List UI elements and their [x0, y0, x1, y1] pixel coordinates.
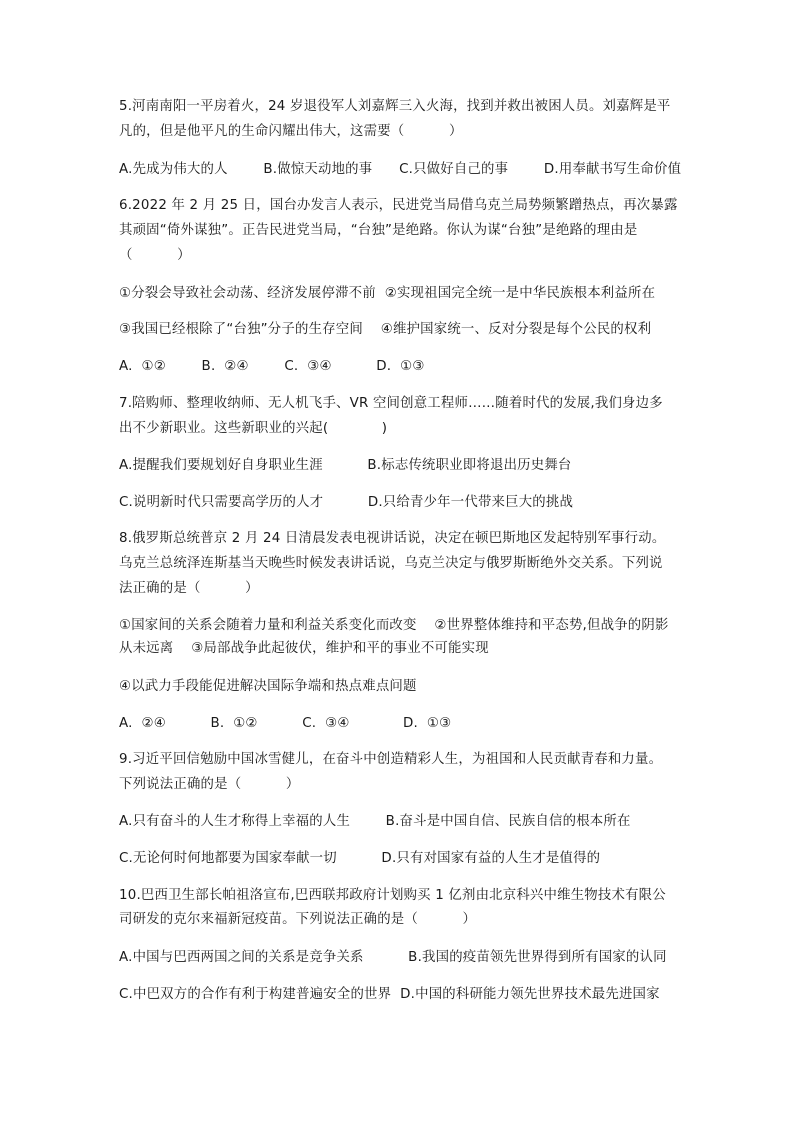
question-8-statement-4: ④以武力手段能促进解决国际争端和热点难点问题: [119, 679, 417, 694]
question-5-text-line-2: 凡的，但是他平凡的生命闪耀出伟大，这需要（ ）: [119, 124, 463, 139]
question-6-statement-3-4: ③我国已经根除了“台独”分子的生存空间 ④维护国家统一、反对分裂是每个公民的权利: [119, 322, 652, 337]
question-8-choices: A. ②④ B. ①② C. ③④ D. ①③: [119, 716, 452, 731]
question-9-options-ab: A.只有奋斗的人生才称得上幸福的人生 B.奋斗是中国自信、民族自信的根本所在: [119, 814, 631, 829]
question-6-text-line-1: 6.2022 年 2 月 25 日，国台办发言人表示，民进党当局借乌克兰局势频繁蹭热点，再次暴露: [119, 198, 678, 213]
question-10-text-line-1: 10.巴西卫生部长帕祖洛宣布,巴西联邦政府计划购买 1 亿剂由北京科兴中维生物技术有限公: [119, 888, 666, 903]
question-5-text-line-1: 5.河南南阳一平房着火，24 岁退役军人刘嘉辉三入火海，找到并救出被困人员。刘嘉辉是平: [119, 99, 671, 114]
question-6-choices: A. ①② B. ②④ C. ③④ D. ①③: [119, 359, 425, 374]
question-8-statement-line-2: 从未远离 ③局部战争此起彼伏，维护和平的事业不可能实现: [119, 641, 489, 656]
question-9-text-line-1: 9.习近平回信勉励中国冰雪健儿，在奋斗中创造精彩人生，为祖国和人民贡献青春和力量。: [119, 752, 663, 767]
question-6-statement-1-2: ①分裂会导致社会动荡、经济发展停滞不前 ②实现祖国完全统一是中华民族根本利益所在: [119, 286, 656, 301]
question-9-text-line-2: 下列说法正确的是（ ）: [119, 777, 300, 792]
question-5-options: A.先成为伟大的人 B.做惊天动地的事 C.只做好自己的事 D.用奉献书写生命价值: [119, 162, 682, 177]
question-8-statement-line-1: ①国家间的关系会随着力量和利益关系变化而改变 ②世界整体维持和平态势,但战争的阴影: [119, 618, 669, 633]
question-7-options-cd: C.说明新时代只需要高学历的人才 D.只给青少年一代带来巨大的挑战: [119, 495, 574, 510]
question-7-options-ab: A.提醒我们要规划好自身职业生涯 B.标志传统职业即将退出历史舞台: [119, 458, 572, 473]
question-6-text-line-3: （ ）: [119, 248, 191, 263]
question-10-options-ab: A.中国与巴西两国之间的关系是竞争关系 B.我国的疫苗领先世界得到所有国家的认同: [119, 950, 667, 965]
question-6-text-line-2: 其顽固“倚外谋独”。正告民进党当局，“台独”是绝路。你认为谋“台独”是绝路的理由是: [119, 223, 638, 238]
question-9-options-cd: C.无论何时何地都要为国家奉献一切 D.只有对国家有益的人生才是值得的: [119, 851, 601, 866]
question-8-text-line-1: 8.俄罗斯总统普京 2 月 24 日清晨发表电视讲话说，决定在顿巴斯地区发起特别军事行动。: [119, 531, 666, 546]
question-8-text-line-3: 法正确的是（ ）: [119, 581, 259, 596]
question-8-text-line-2: 乌克兰总统泽连斯基当天晚些时候发表讲话说，乌克兰决定与俄罗斯断绝外交关系。下列说: [119, 556, 663, 571]
question-7-text-line-1: 7.陪购师、整理收纳师、无人机飞手、VR 空间创意工程师……随着时代的发展,我们身边多: [119, 396, 663, 411]
question-7-text-line-2: 出不少新职业。这些新职业的兴起( ): [119, 421, 388, 436]
question-10-text-line-2: 司研发的克尔来福新冠疫苗。下列说法正确的是（ ）: [119, 912, 477, 927]
question-10-options-cd: C.中巴双方的合作有利于构建普遍安全的世界 D.中国的科研能力领先世界技术最先进国家: [119, 987, 660, 1002]
